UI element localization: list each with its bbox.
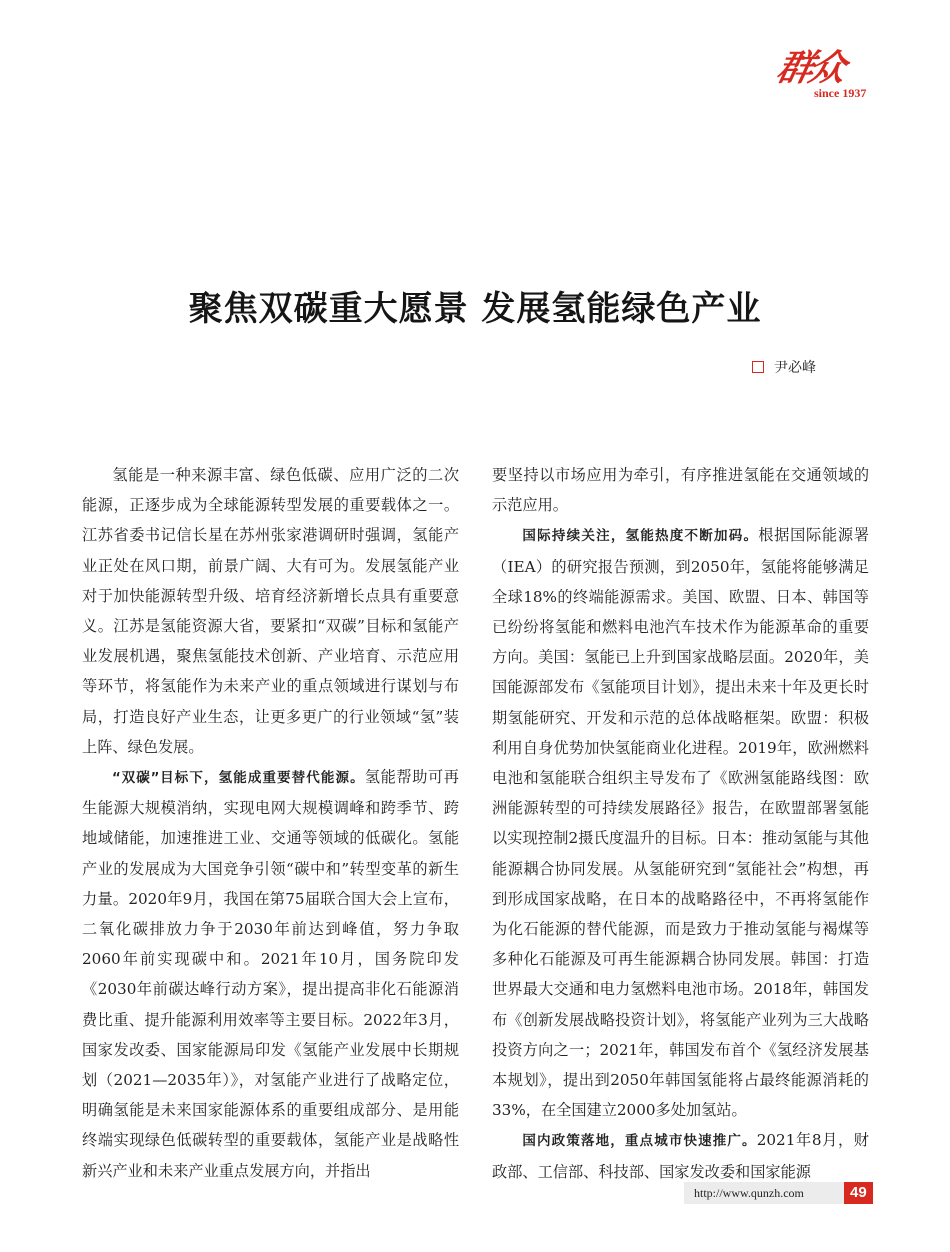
section-lead-international: 国际持续关注，氢能热度不断加码。 xyxy=(522,528,759,545)
page-number: 49 xyxy=(844,1182,873,1204)
left-column xyxy=(82,460,459,1186)
section-lead-domestic: 国内政策落地，重点城市快速推广。 xyxy=(522,1133,757,1150)
right-paragraph-1 xyxy=(492,520,869,1125)
article-title: 聚焦双碳重大愿景 发展氢能绿色产业 xyxy=(188,289,762,329)
author-box-icon xyxy=(752,361,764,373)
left-paragraph-2-body: 氢能帮助可再生能源大规模消纳，实现电网大规模调峰和跨季节、跨地域储能，加速推进工业、交通等领域的低碳化。氢能产业的发展成为大国竞争引领“碳中和”转型变革的新生力量。2020年9月，我国在第75届联合国大会上宣布，二氧化碳排放力争于2030年前达到峰值，努力争取2060年前实现碳中和。2021年10月，国务院印发《2030年前碳达峰行动方案》，提出提高非化石能源消费比重、提升能源利用效率等主要目标。2022年3月，国家发改委、国家能源局印发《氢能产业发展中长期规划（2021—2035年）》，对氢能产业进行了战略定位，明确氢能是未来国家能源体系的重要组成部分、是用能终端实现绿色低碳转型的重要载体，氢能产业是战略性新兴产业和未来产业重点发展方向，并指出 xyxy=(82,768,459,1180)
logo-script: 群众 xyxy=(773,47,846,89)
right-paragraph-1-body: 根据国际能源署（IEA）的研究报告预测，到2050年，氢能将能够满足全球18%的终端能源需求。美国、欧盟、日本、韩国等已纷纷将氢能和燃料电池汽车技术作为能源革命的重要方向。美国：氢能已上升到国家战略层面。2020年，美国能源部发布《氢能项目计划》，提出未来十年及更长时期氢能研究、开发和示范的总体战略框架。欧盟：积极利用自身优势加快氢能商业化进程。2019年，欧洲燃料电池和氢能联合组织主导发布了《欧洲氢能路线图：欧洲能源转型的可持续发展路径》报告，在欧盟部署氢能以实现控制2摄氏度温升的目标。日本：推动氢能与其他能源耦合协同发展。从氢能研究到“氢能社会”构想，再到形成国家战略，在日本的战略路径中，不再将氢能作为化石能源的替代能源，而是致力于推动氢能与褐煤等多种化石能源及可再生能源耦合协同发展。韩国：打造世界最大交通和电力氢燃料电池市场。2018年，韩国发布《创新发展战略投资计划》，将氢能产业列为三大战略投资方向之一；2021年，韩国发布首个《氢经济发展基本规划》，提出到2050年韩国氢能将占最终能源消耗的33%，在全国建立2000多处加氢站。 xyxy=(492,526,870,1120)
footer-url: http://www.qunzh.com xyxy=(684,1182,844,1204)
right-paragraph-2-body: 2021年8月，财政部、工信部、科技部、国家发改委和国家能源 xyxy=(492,1131,869,1181)
author-line xyxy=(752,356,816,378)
author-name: 尹必峰 xyxy=(774,360,816,376)
left-paragraph-1: 氢能是一种来源丰富、绿色低碳、应用广泛的二次能源，正逐步成为全球能源转型发展的重要载体之一。江苏省委书记信长星在苏州张家港调研时强调，氢能产业正处在风口期，前景广阔、大有可为。发展氢能产业对于加快能源转型升级、培育经济新增长点具有重要意义。江苏是氢能资源大省，要紧扣“双碳”目标和氢能产业发展机遇，聚焦氢能技术创新、产业培育、示范应用等环节，将氢能作为未来产业的重点领域进行谋划与布局，打造良好产业生态，让更多更广的行业领域“氢”装上阵、绿色发展。 xyxy=(82,466,459,756)
right-column xyxy=(492,460,869,1187)
left-paragraph-2 xyxy=(82,762,459,1186)
section-lead-dual-carbon: “双碳”目标下，氢能成重要替代能源。 xyxy=(112,770,365,787)
right-paragraph-2 xyxy=(492,1125,869,1186)
right-paragraph-continued: 要坚持以市场应用为牵引，有序推进氢能在交通领域的示范应用。 xyxy=(492,466,869,515)
page-footer xyxy=(684,1182,873,1204)
masthead-logo xyxy=(770,40,880,106)
logo-since: since 1937 xyxy=(814,86,867,100)
